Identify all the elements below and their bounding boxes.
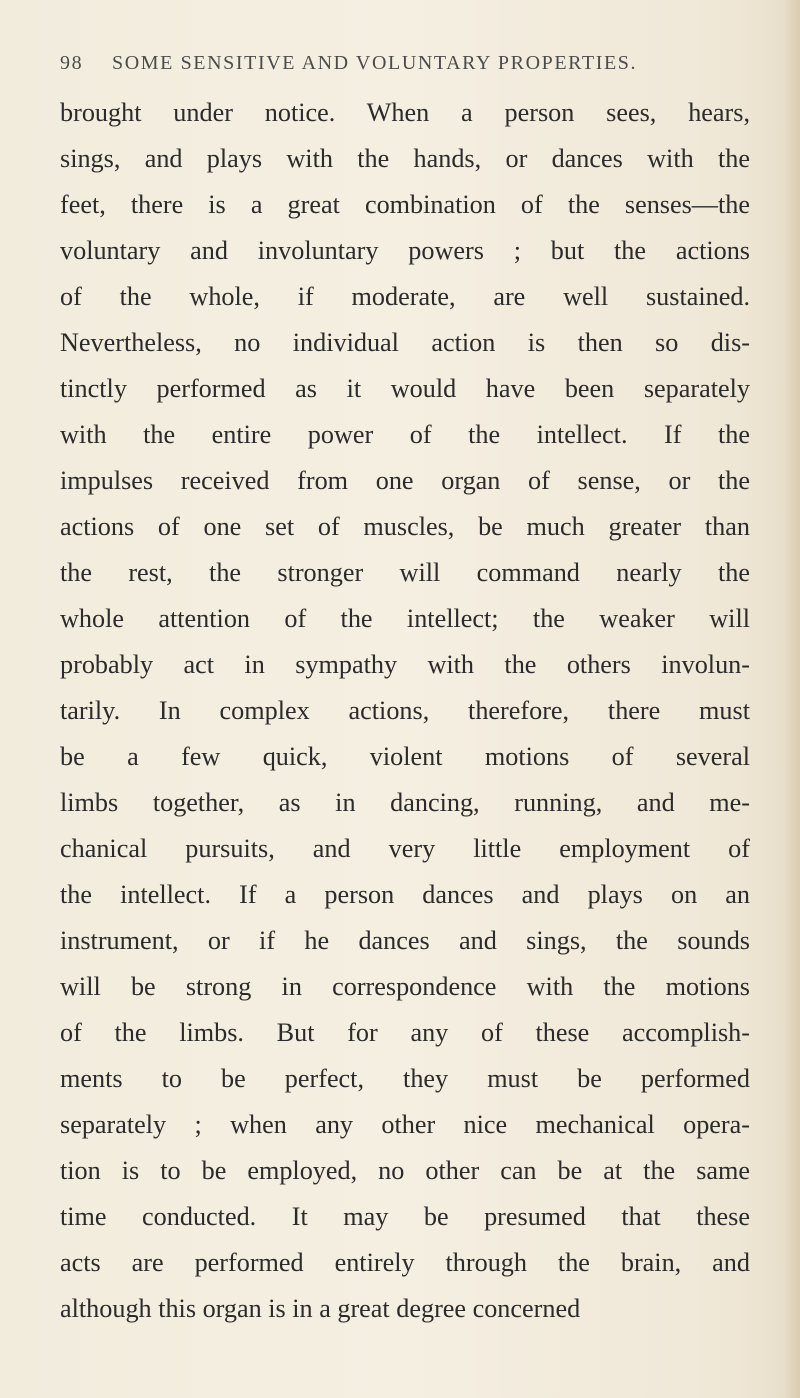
body-text — [60, 90, 750, 1332]
running-head — [60, 52, 740, 82]
text-line: whole attention of the intellect; the weaker will — [60, 604, 750, 633]
text-line: brought under notice. When a person sees, hears, — [60, 98, 750, 127]
running-head-title: SOME SENSITIVE AND VOLUNTARY PROPERTIES. — [112, 52, 638, 74]
text-line: acts are performed entirely through the brain, and — [60, 1248, 750, 1277]
text-line: tinctly performed as it would have been separately — [60, 374, 750, 403]
text-line: impulses received from one organ of sense, or the — [60, 466, 750, 495]
text-line: sings, and plays with the hands, or dances with the — [60, 144, 750, 173]
text-line: of the limbs. But for any of these accomplish- — [60, 1018, 750, 1047]
text-line: the rest, the stronger will command nearly the — [60, 558, 750, 587]
text-line: tarily. In complex actions, therefore, there must — [60, 696, 750, 725]
text-line: of the whole, if moderate, are well sustained. — [60, 282, 750, 311]
page-edge-shadow — [784, 0, 800, 1398]
text-line: Nevertheless, no individual action is then so dis- — [60, 328, 750, 357]
text-line: the intellect. If a person dances and plays on an — [60, 880, 750, 909]
text-line: limbs together, as in dancing, running, and me- — [60, 788, 750, 817]
text-line: actions of one set of muscles, be much greater than — [60, 512, 750, 541]
text-line: with the entire power of the intellect. If the — [60, 420, 750, 449]
text-line: voluntary and involuntary powers ; but the actions — [60, 236, 750, 265]
text-line: time conducted. It may be presumed that these — [60, 1202, 750, 1231]
text-line: be a few quick, violent motions of several — [60, 742, 750, 771]
text-line: chanical pursuits, and very little employment of — [60, 834, 750, 863]
page-number: 98 — [60, 52, 84, 74]
text-line: although this organ is in a great degree concerned — [60, 1294, 581, 1323]
text-line: will be strong in correspondence with the motions — [60, 972, 750, 1001]
text-line: feet, there is a great combination of the senses—the — [60, 190, 750, 219]
text-line: separately ; when any other nice mechanical opera- — [60, 1110, 750, 1139]
text-line: instrument, or if he dances and sings, the sounds — [60, 926, 750, 955]
text-line: ments to be perfect, they must be performed — [60, 1064, 750, 1093]
text-line: tion is to be employed, no other can be at the same — [60, 1156, 750, 1185]
text-line: probably act in sympathy with the others involun- — [60, 650, 750, 679]
